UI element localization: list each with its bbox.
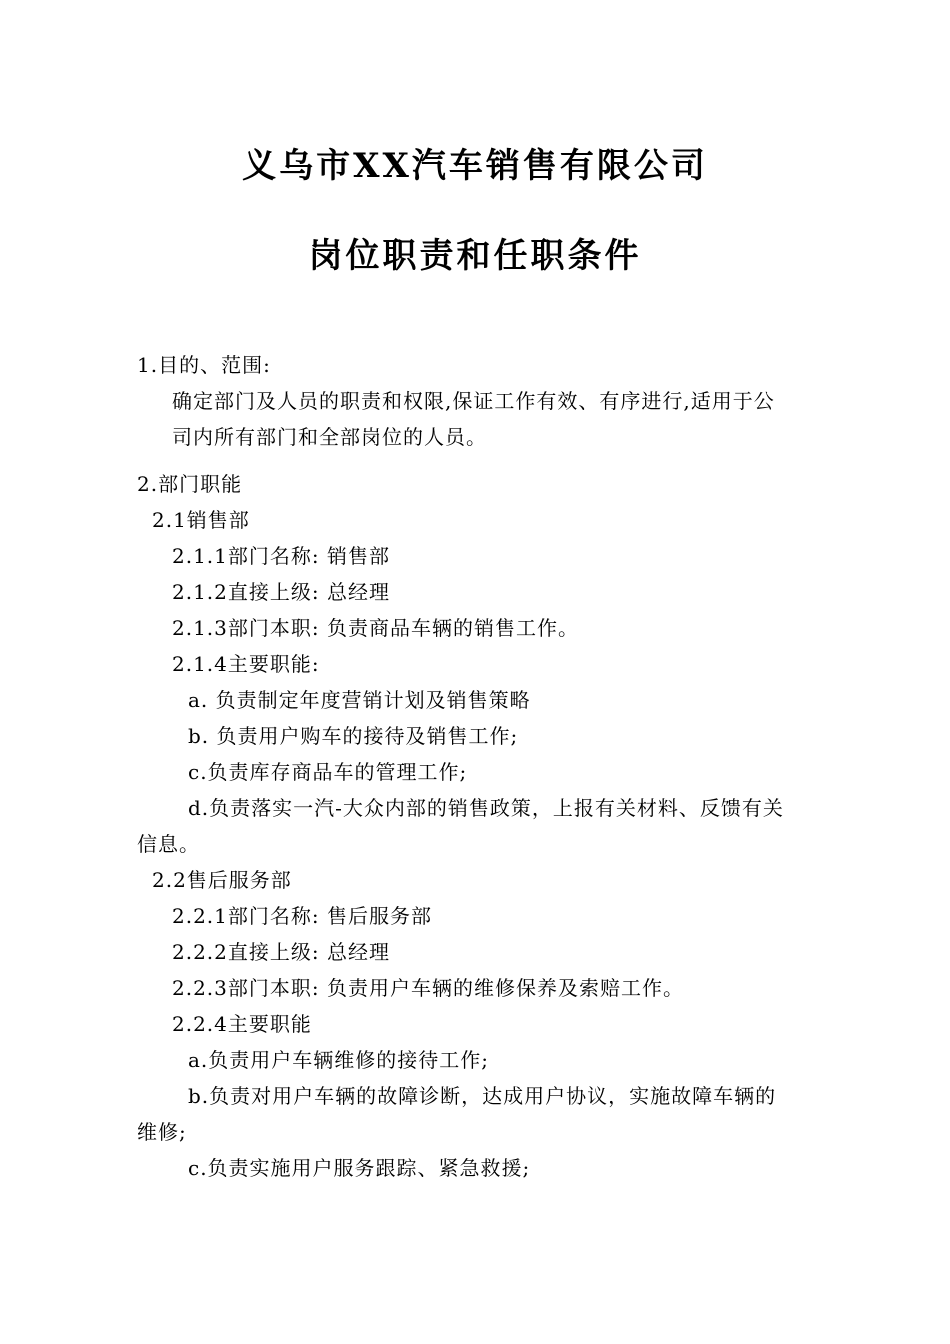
section-heading-department-functions: 2.部门职能 xyxy=(137,472,243,496)
list-item: 2.1.3部门本职: 负责商品车辆的销售工作。 xyxy=(172,616,579,640)
list-item: 2.1.4主要职能: xyxy=(172,652,320,676)
list-item: 2.2.4主要职能 xyxy=(172,1012,312,1036)
list-item: b. 负责用户购车的接待及销售工作; xyxy=(188,724,519,748)
document-title: 义乌市XX汽车销售有限公司 xyxy=(242,146,708,186)
paragraph-line: 确定部门及人员的职责和权限,保证工作有效、有序进行,适用于公 xyxy=(172,389,775,413)
paragraph-line: 维修; xyxy=(137,1120,187,1144)
list-item: b.负责对用户车辆的故障诊断，达成用户协议，实施故障车辆的 xyxy=(188,1084,777,1108)
list-item: 2.2.2直接上级: 总经理 xyxy=(172,940,390,964)
list-item: 2.2.1部门名称: 售后服务部 xyxy=(172,904,432,928)
list-item: 2.2.3部门本职: 负责用户车辆的维修保养及索赔工作。 xyxy=(172,976,684,1000)
paragraph-line: 信息。 xyxy=(137,832,200,856)
document-subtitle: 岗位职责和任职条件 xyxy=(308,236,642,276)
list-item: d.负责落实一汽-大众内部的销售政策，上报有关材料、反馈有关 xyxy=(188,796,784,820)
list-item: 2.1.1部门名称: 销售部 xyxy=(172,544,390,568)
paragraph-line: 司内所有部门和全部岗位的人员。 xyxy=(172,425,487,449)
list-item: c.负责实施用户服务跟踪、紧急救援; xyxy=(188,1156,531,1180)
subsection-heading-after-sales: 2.2售后服务部 xyxy=(152,868,292,892)
section-heading-purpose: 1.目的、范围: xyxy=(137,353,271,377)
list-item: a.负责用户车辆维修的接待工作; xyxy=(188,1048,490,1072)
list-item: c.负责库存商品车的管理工作; xyxy=(188,760,468,784)
list-item: a. 负责制定年度营销计划及销售策略 xyxy=(188,688,531,712)
list-item: 2.1.2直接上级: 总经理 xyxy=(172,580,390,604)
subsection-heading-sales: 2.1销售部 xyxy=(152,508,250,532)
